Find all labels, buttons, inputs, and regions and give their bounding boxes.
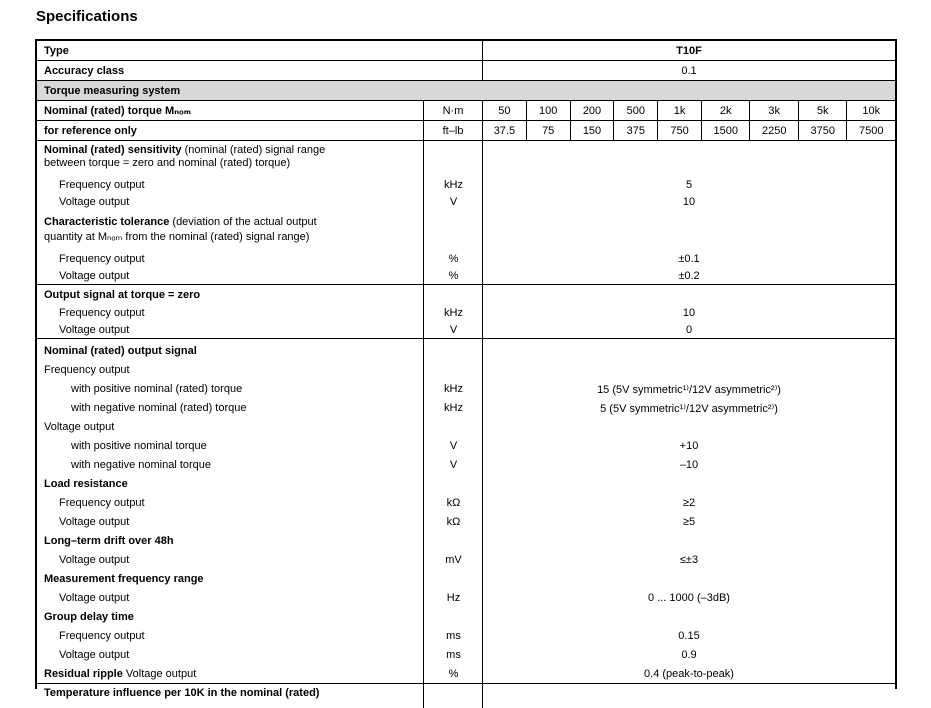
torque-value-cell: 100 — [526, 101, 570, 120]
spec-line-unit: kHz — [444, 179, 463, 191]
spec-line — [37, 494, 895, 513]
spec-line-label-text: Voltage output — [59, 196, 130, 208]
spec-line-unit: V — [449, 196, 458, 208]
spec-blocks-container — [37, 141, 895, 684]
spec-line-unit: kHz — [444, 306, 463, 319]
torque-value-cell: 3750 — [798, 121, 847, 140]
torque-value-cell: 750 — [657, 121, 701, 140]
column-divider — [423, 285, 424, 338]
spec-line-unit: % — [448, 253, 459, 265]
spec-block-sensitivity-and-tolerance — [37, 141, 895, 285]
spec-line-value: ≥2 — [682, 497, 696, 509]
column-divider — [482, 285, 483, 338]
partial-row-unit-cell — [424, 684, 483, 708]
type-value: T10F — [676, 44, 702, 57]
spec-line-label — [37, 554, 424, 566]
spec-line — [37, 570, 895, 589]
spec-line-label — [37, 324, 424, 336]
spec-line — [37, 513, 895, 532]
torque-value-cell: 2250 — [749, 121, 798, 140]
spec-line-unit: kHz — [444, 383, 463, 395]
spec-line-label — [37, 649, 424, 661]
spec-line-label — [37, 630, 424, 642]
spec-line — [37, 646, 895, 665]
spec-line-label-text: Frequency output — [59, 179, 145, 191]
torque-row-label: for reference only — [37, 121, 424, 140]
torque-row-label: Nominal (rated) torque Mₙₒₘ — [37, 101, 424, 120]
spec-line-label — [37, 345, 424, 357]
spec-line — [37, 475, 895, 494]
accuracy-class-label: Accuracy class — [37, 61, 483, 80]
spec-line-label-text: with negative nominal (rated) torque — [71, 402, 247, 414]
spec-line-unit: kΩ — [446, 497, 461, 509]
spec-line — [37, 157, 895, 171]
torque-row-unit: N·m — [424, 101, 483, 120]
torque-value-cell: 375 — [613, 121, 657, 140]
spec-line-label — [37, 478, 424, 490]
torque-value-cell: 5k — [798, 101, 847, 120]
spec-line — [37, 243, 895, 267]
type-row — [37, 41, 895, 61]
spec-line — [37, 665, 895, 684]
column-divider — [482, 339, 483, 683]
spec-line-label-text: Frequency output — [59, 630, 145, 642]
spec-line-label-text: Voltage output — [59, 324, 130, 337]
torque-row-unit: ft–lb — [424, 121, 483, 140]
spec-line-label-text: Frequency output — [44, 364, 130, 376]
spec-line — [37, 589, 895, 608]
torque-value-cell: 10k — [846, 101, 895, 120]
spec-line-label-text: Voltage output — [59, 592, 130, 604]
spec-line-label-text: with positive nominal torque — [71, 440, 207, 452]
page-title: Specifications — [36, 8, 138, 25]
torque-value-cell: 75 — [526, 121, 570, 140]
spec-line-unit: kHz — [444, 402, 463, 414]
spec-line-label — [37, 535, 424, 547]
spec-line-unit: V — [449, 440, 458, 452]
spec-line-label-bold: Nominal (rated) sensitivity — [44, 143, 182, 156]
spec-line-value: ±0.1 — [678, 253, 700, 265]
column-divider — [423, 141, 424, 284]
spec-line-unit: mV — [445, 554, 462, 566]
spec-line-label-bold: Nominal (rated) output signal — [44, 345, 197, 357]
section-header-torque-measuring-system: Torque measuring system — [37, 81, 895, 101]
torque-value-columns — [483, 121, 895, 140]
torque-value-cell: 500 — [613, 101, 657, 120]
spec-line-label-text: Frequency output — [59, 253, 145, 265]
accuracy-class-row — [37, 61, 895, 81]
spec-line — [37, 143, 895, 157]
spec-line-label-text: (nominal (rated) signal range — [181, 143, 326, 156]
spec-line-label-text: Voltage output — [122, 668, 197, 680]
spec-line-label-text: Frequency output — [59, 306, 145, 319]
spec-line-label-bold: Characteristic tolerance — [44, 215, 170, 228]
spec-line-unit: kΩ — [446, 516, 461, 528]
spec-line-label — [37, 611, 424, 623]
spec-line-value: ≥5 — [682, 516, 696, 528]
spec-line-label — [37, 144, 424, 156]
spec-line-value: 5 — [685, 179, 693, 191]
spec-line-label-text: Voltage output — [44, 421, 115, 433]
spec-line-value: 5 (5V symmetric¹⁾/12V asymmetric²⁾) — [600, 402, 778, 415]
spec-line-label-bold: Output signal at torque = zero — [44, 289, 201, 302]
spec-line-label-text: Voltage output — [59, 516, 130, 528]
spec-line — [37, 322, 895, 340]
spec-line-label — [37, 383, 424, 395]
spec-line-label — [37, 440, 424, 452]
spec-line-unit: Hz — [446, 592, 461, 604]
torque-rows-container — [37, 101, 895, 141]
spec-line-label-text: between torque = zero and nominal (rated) torque) — [44, 157, 291, 170]
spec-line — [37, 287, 895, 305]
torque-value-cell: 1k — [657, 101, 701, 120]
spec-line-label-bold: Residual ripple — [44, 668, 123, 680]
spec-line-unit: V — [449, 324, 458, 337]
spec-line-label-bold: Load resistance — [44, 478, 128, 490]
torque-value-cell: 2k — [701, 101, 750, 120]
spec-line — [37, 342, 895, 361]
spec-line-label — [37, 196, 424, 208]
spec-line-label — [37, 516, 424, 528]
spec-line-label-bold: Measurement frequency range — [44, 573, 204, 585]
spec-line-unit: V — [449, 459, 458, 471]
partial-row-value-cell — [483, 684, 895, 708]
spec-block-output-signal-at-torque-zero — [37, 285, 895, 339]
specifications-table — [35, 39, 897, 699]
spec-line — [37, 551, 895, 570]
spec-line — [37, 418, 895, 437]
spec-line-label-bold: Group delay time — [44, 611, 134, 623]
spec-line-label-text: Voltage output — [59, 554, 130, 566]
torque-value-cell: 1500 — [701, 121, 750, 140]
spec-line-label — [37, 459, 424, 471]
spec-line-unit: % — [448, 668, 459, 680]
spec-line — [37, 627, 895, 646]
spec-line — [37, 230, 895, 244]
spec-line — [37, 608, 895, 627]
spec-line-label-text: with negative nominal torque — [71, 459, 212, 471]
torque-row — [37, 101, 895, 121]
spec-line-label — [37, 592, 424, 604]
spec-line-value: 0.9 — [681, 649, 697, 661]
spec-line-unit: % — [448, 270, 459, 282]
torque-value-cell: 150 — [570, 121, 614, 140]
torque-value-cell: 7500 — [846, 121, 895, 140]
spec-line-label — [37, 307, 424, 319]
torque-value-cell: 50 — [498, 104, 511, 117]
spec-line-label-text: (deviation of the actual output — [169, 215, 317, 228]
spec-line — [37, 456, 895, 475]
spec-line-value: –10 — [679, 459, 699, 471]
spec-line-label-text: with positive nominal (rated) torque — [71, 383, 243, 395]
accuracy-class-value: 0.1 — [681, 64, 697, 77]
column-divider — [482, 141, 483, 284]
spec-line-value: ≤±3 — [679, 554, 699, 566]
torque-row — [37, 121, 895, 141]
spec-line-label — [37, 421, 424, 433]
spec-line-value: +10 — [679, 440, 699, 452]
spec-line-label — [37, 230, 424, 243]
spec-line-unit: ms — [446, 649, 461, 661]
spec-line — [37, 380, 895, 399]
spec-line — [37, 304, 895, 322]
spec-line-label-text: Voltage output — [59, 649, 130, 661]
spec-line — [37, 361, 895, 380]
partial-row-label: Temperature influence per 10K in the nominal (rated) — [37, 684, 424, 708]
spec-line-label — [37, 157, 424, 169]
spec-line-label — [37, 668, 424, 680]
spec-line-label-text: quantity at Mₙₒₘ from the nominal (rated) signal range) — [44, 230, 310, 243]
spec-line — [37, 437, 895, 456]
spec-line-label — [37, 253, 424, 265]
spec-line-value: 0.4 (peak-to-peak) — [644, 668, 734, 680]
spec-line-label — [37, 179, 424, 191]
spec-block-output-signal-and-dynamics — [37, 339, 895, 684]
spec-line — [37, 170, 895, 193]
spec-line-label-text: Frequency output — [59, 497, 145, 509]
spec-line-value: 0 — [685, 324, 693, 337]
spec-line-value: 0.15 — [678, 630, 700, 642]
spec-line — [37, 399, 895, 418]
spec-line-value: 0 ... 1000 (–3dB) — [648, 592, 730, 604]
spec-line-label-text: Voltage output — [59, 270, 130, 282]
spec-line-label — [37, 289, 424, 301]
spec-line-label — [37, 402, 424, 414]
spec-line — [37, 532, 895, 551]
partial-cutoff-row — [37, 684, 895, 708]
spec-line-unit: ms — [446, 630, 461, 642]
spec-line-value: ±0.2 — [678, 270, 700, 282]
spec-line-label-bold: Long–term drift over 48h — [44, 535, 174, 547]
spec-line-label — [37, 364, 424, 376]
column-divider — [423, 339, 424, 683]
spec-line-label — [37, 270, 424, 282]
spec-line-label — [37, 216, 424, 228]
spec-line-value: 10 — [682, 196, 696, 208]
spec-line-value: 10 — [682, 306, 696, 319]
torque-value-columns — [483, 101, 895, 120]
torque-value-cell: 3k — [749, 101, 798, 120]
spec-line-label — [37, 573, 424, 585]
torque-value-cell: 37.5 — [493, 124, 516, 137]
spec-line — [37, 211, 895, 230]
type-label: Type — [37, 41, 483, 60]
spec-line — [37, 193, 895, 211]
torque-value-cell: 200 — [570, 101, 614, 120]
spec-line — [37, 267, 895, 285]
spec-line-value: 15 (5V symmetric¹⁾/12V asymmetric²⁾) — [597, 383, 781, 396]
spec-line-label — [37, 497, 424, 509]
